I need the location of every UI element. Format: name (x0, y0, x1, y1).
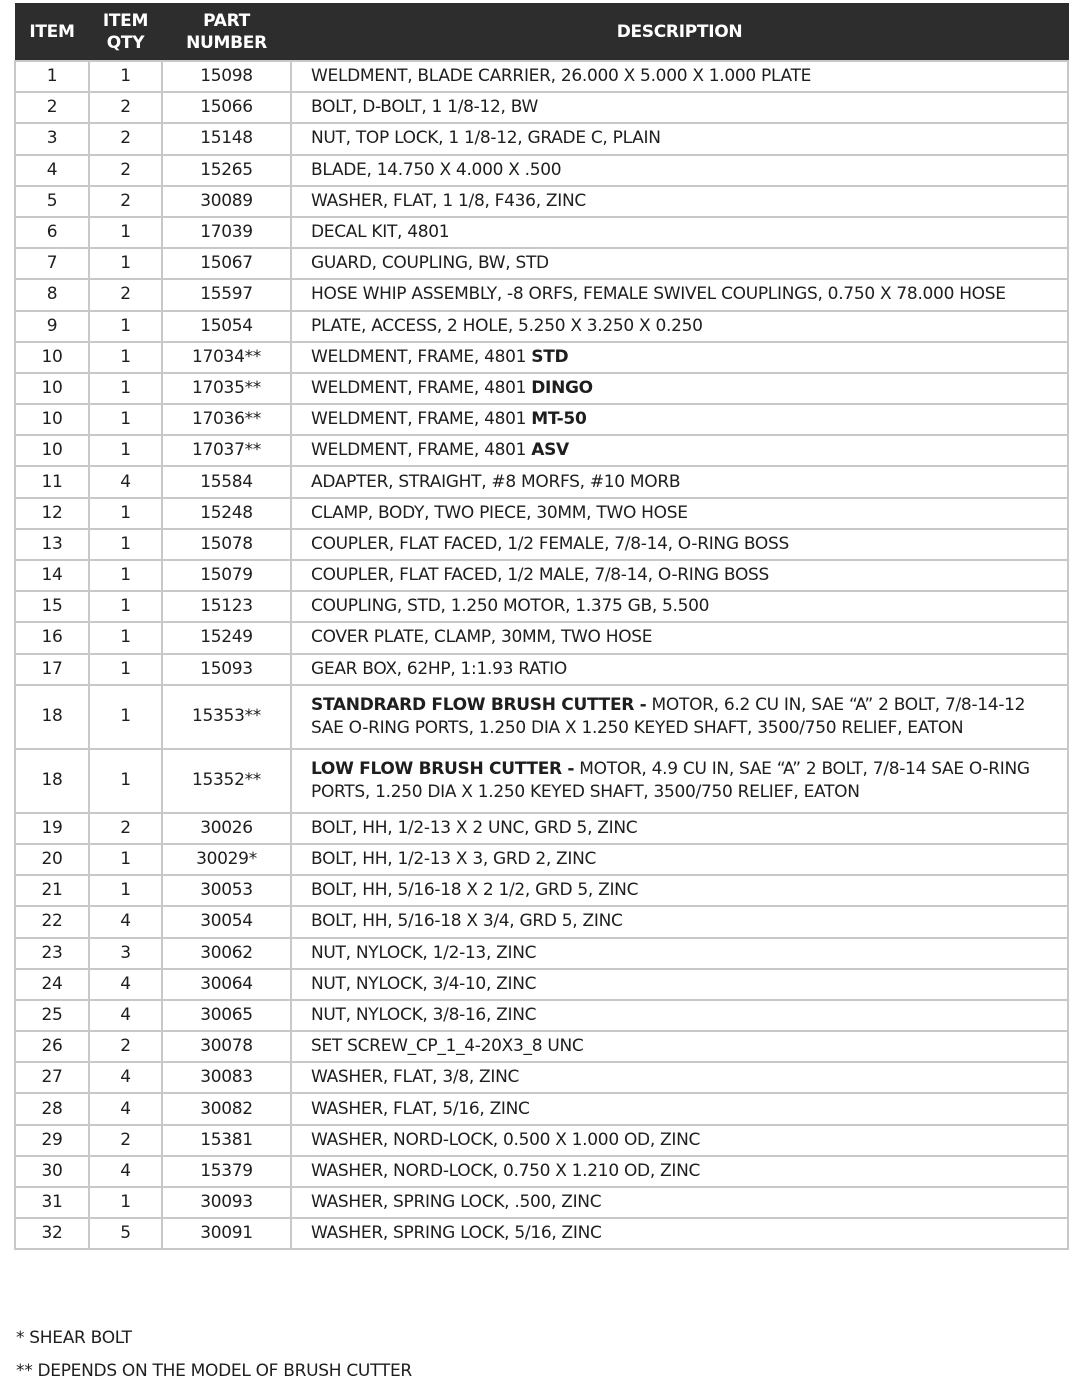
part-number-cell: 15265 (162, 155, 291, 186)
table-row (15, 1031, 1068, 1062)
item-number-cell: 21 (15, 875, 89, 906)
table-row (15, 875, 1068, 906)
description-text: NUT, NYLOCK, 3/4-10, ZINC (311, 973, 537, 994)
part-number-cell: 15123 (162, 591, 291, 622)
part-number-cell: 30082 (162, 1093, 291, 1124)
description-text: WASHER, NORD-LOCK, 0.750 X 1.210 OD, ZINC (311, 1160, 701, 1181)
description-text: WELDMENT, FRAME, 4801 (311, 346, 532, 367)
item-qty-cell: 4 (89, 906, 162, 937)
item-qty-cell: 1 (89, 342, 162, 373)
description-text: BOLT, HH, 5/16-18 X 3/4, GRD 5, ZINC (311, 911, 623, 932)
part-number-cell: 15093 (162, 654, 291, 685)
item-qty-cell: 1 (89, 685, 162, 749)
description-cell (291, 123, 1068, 154)
description-text: ADAPTER, STRAIGHT, #8 MORFS, #10 MORB (311, 471, 681, 492)
part-number-cell: 15381 (162, 1125, 291, 1156)
table-row (15, 1093, 1068, 1124)
item-number-cell: 13 (15, 529, 89, 560)
item-qty-cell: 1 (89, 749, 162, 813)
description-text: HOSE WHIP ASSEMBLY, -8 ORFS, FEMALE SWIVEL COUPLINGS, 0.750 X 78.000 HOSE (311, 284, 1006, 305)
item-qty-cell: 4 (89, 969, 162, 1000)
part-number-cell: 30091 (162, 1218, 291, 1249)
item-number-cell: 22 (15, 906, 89, 937)
description-text: WASHER, SPRING LOCK, .500, ZINC (311, 1192, 602, 1213)
item-number-cell: 8 (15, 279, 89, 310)
description-cell (291, 749, 1068, 813)
part-number-cell: 30065 (162, 1000, 291, 1031)
description-lead: LOW FLOW BRUSH CUTTER - (311, 758, 575, 779)
table-row (15, 435, 1068, 466)
description-cell (291, 279, 1068, 310)
table-row (15, 1156, 1068, 1187)
footnote-depends-on-model: ** DEPENDS ON THE MODEL OF BRUSH CUTTER (16, 1361, 412, 1381)
header-item-qty (89, 3, 162, 61)
parts-list-table (14, 3, 1069, 1250)
item-qty-cell: 3 (89, 938, 162, 969)
description-text: PLATE, ACCESS, 2 HOLE, 5.250 X 3.250 X 0.250 (311, 315, 703, 336)
description-model: MT-50 (531, 409, 587, 430)
description-cell (291, 685, 1068, 749)
header-description (291, 3, 1068, 61)
item-qty-cell: 1 (89, 654, 162, 685)
table-row (15, 685, 1068, 749)
description-cell (291, 1062, 1068, 1093)
table-row (15, 248, 1068, 279)
part-number-cell: 30089 (162, 186, 291, 217)
part-number-cell: 15597 (162, 279, 291, 310)
description-text: BOLT, D-BOLT, 1 1/8-12, BW (311, 97, 538, 118)
description-text: MOTOR, 6.2 CU IN, SAE “A” 2 BOLT, 7/8-14-12 SAE O-RING PORTS, 1.250 DIA X 1.250 KEYED SHAFT, 3500/750 RELIEF, EATON (311, 694, 1026, 738)
header-part-number (162, 3, 291, 61)
part-number-cell: 30029* (162, 844, 291, 875)
part-number-cell: 15352** (162, 749, 291, 813)
description-cell (291, 186, 1068, 217)
item-number-cell: 29 (15, 1125, 89, 1156)
description-text: BOLT, HH, 1/2-13 X 2 UNC, GRD 5, ZINC (311, 817, 638, 838)
table-row (15, 906, 1068, 937)
table-row (15, 1000, 1068, 1031)
item-number-cell: 3 (15, 123, 89, 154)
description-cell (291, 466, 1068, 497)
part-number-cell: 17036** (162, 404, 291, 435)
description-cell (291, 342, 1068, 373)
description-cell (291, 498, 1068, 529)
description-cell (291, 591, 1068, 622)
description-cell (291, 1218, 1068, 1249)
table-row (15, 1187, 1068, 1218)
description-cell (291, 61, 1068, 92)
item-number-cell: 12 (15, 498, 89, 529)
item-number-cell: 28 (15, 1093, 89, 1124)
table-header (15, 3, 1068, 61)
table-row (15, 373, 1068, 404)
item-qty-cell: 1 (89, 373, 162, 404)
part-number-cell: 30062 (162, 938, 291, 969)
part-number-cell: 15054 (162, 311, 291, 342)
description-text: NUT, NYLOCK, 1/2-13, ZINC (311, 942, 537, 963)
description-model: STD (531, 346, 569, 367)
part-number-cell: 15078 (162, 529, 291, 560)
item-qty-cell: 1 (89, 311, 162, 342)
item-number-cell: 30 (15, 1156, 89, 1187)
description-text: COUPLER, FLAT FACED, 1/2 FEMALE, 7/8-14, O-RING BOSS (311, 533, 789, 554)
item-number-cell: 15 (15, 591, 89, 622)
description-text: WELDMENT, FRAME, 4801 (311, 409, 532, 430)
description-cell (291, 404, 1068, 435)
item-number-cell: 14 (15, 560, 89, 591)
table-row (15, 1218, 1068, 1249)
item-qty-cell: 1 (89, 844, 162, 875)
item-number-cell: 10 (15, 435, 89, 466)
header-row (15, 3, 1068, 61)
item-number-cell: 6 (15, 217, 89, 248)
part-number-cell: 15079 (162, 560, 291, 591)
header-part-label-line1: PART (203, 10, 250, 31)
description-cell (291, 813, 1068, 844)
item-number-cell: 10 (15, 342, 89, 373)
part-number-cell: 17034** (162, 342, 291, 373)
item-number-cell: 7 (15, 248, 89, 279)
part-number-cell: 15148 (162, 123, 291, 154)
description-cell (291, 217, 1068, 248)
description-cell (291, 654, 1068, 685)
description-cell (291, 248, 1068, 279)
description-cell (291, 92, 1068, 123)
part-number-cell: 17037** (162, 435, 291, 466)
item-number-cell: 31 (15, 1187, 89, 1218)
item-number-cell: 9 (15, 311, 89, 342)
part-number-cell: 15379 (162, 1156, 291, 1187)
description-text: BOLT, HH, 5/16-18 X 2 1/2, GRD 5, ZINC (311, 880, 639, 901)
table-row (15, 404, 1068, 435)
item-number-cell: 16 (15, 622, 89, 653)
description-cell (291, 373, 1068, 404)
item-number-cell: 1 (15, 61, 89, 92)
item-number-cell: 25 (15, 1000, 89, 1031)
item-number-cell: 19 (15, 813, 89, 844)
table-row (15, 279, 1068, 310)
header-item-label: ITEM (29, 21, 75, 42)
table-row (15, 466, 1068, 497)
description-text: WELDMENT, FRAME, 4801 (311, 377, 532, 398)
item-qty-cell: 4 (89, 1000, 162, 1031)
item-qty-cell: 2 (89, 1125, 162, 1156)
item-qty-cell: 4 (89, 1093, 162, 1124)
part-number-cell: 30054 (162, 906, 291, 937)
header-item (15, 3, 89, 61)
description-cell (291, 906, 1068, 937)
description-text: COUPLER, FLAT FACED, 1/2 MALE, 7/8-14, O-RING BOSS (311, 565, 770, 586)
item-qty-cell: 2 (89, 123, 162, 154)
item-qty-cell: 4 (89, 466, 162, 497)
description-text: MOTOR, 4.9 CU IN, SAE “A” 2 BOLT, 7/8-14 SAE O-RING PORTS, 1.250 DIA X 1.250 KEYED SHAFT, 3500/750 RELIEF, EATON (311, 758, 1030, 802)
item-qty-cell: 2 (89, 155, 162, 186)
table-row (15, 654, 1068, 685)
table-row (15, 529, 1068, 560)
description-text: WASHER, NORD-LOCK, 0.500 X 1.000 OD, ZINC (311, 1129, 701, 1150)
part-number-cell: 15353** (162, 685, 291, 749)
table-row (15, 311, 1068, 342)
description-text: BOLT, HH, 1/2-13 X 3, GRD 2, ZINC (311, 849, 597, 870)
table-row (15, 844, 1068, 875)
item-qty-cell: 2 (89, 186, 162, 217)
description-text: CLAMP, BODY, TWO PIECE, 30MM, TWO HOSE (311, 502, 688, 523)
item-qty-cell: 1 (89, 404, 162, 435)
item-number-cell: 20 (15, 844, 89, 875)
part-number-cell: 15098 (162, 61, 291, 92)
item-number-cell: 32 (15, 1218, 89, 1249)
table-row (15, 186, 1068, 217)
table-row (15, 560, 1068, 591)
item-qty-cell: 2 (89, 92, 162, 123)
table-row (15, 938, 1068, 969)
table-row (15, 622, 1068, 653)
description-model: DINGO (531, 377, 593, 398)
item-number-cell: 24 (15, 969, 89, 1000)
part-number-cell: 30053 (162, 875, 291, 906)
header-qty-label-line1: ITEM (102, 10, 149, 31)
table-body (15, 61, 1068, 1249)
table-row (15, 813, 1068, 844)
item-qty-cell: 1 (89, 498, 162, 529)
part-number-cell: 30083 (162, 1062, 291, 1093)
table-row (15, 1125, 1068, 1156)
description-text: WASHER, FLAT, 1 1/8, F436, ZINC (311, 190, 586, 211)
item-number-cell: 11 (15, 466, 89, 497)
table-row (15, 591, 1068, 622)
description-cell (291, 622, 1068, 653)
item-qty-cell: 1 (89, 248, 162, 279)
description-cell (291, 969, 1068, 1000)
item-number-cell: 27 (15, 1062, 89, 1093)
item-number-cell: 26 (15, 1031, 89, 1062)
description-cell (291, 155, 1068, 186)
description-cell (291, 844, 1068, 875)
part-number-cell: 15066 (162, 92, 291, 123)
item-number-cell: 5 (15, 186, 89, 217)
description-cell (291, 1031, 1068, 1062)
part-number-cell: 15584 (162, 466, 291, 497)
description-cell (291, 938, 1068, 969)
item-qty-cell: 1 (89, 875, 162, 906)
item-qty-cell: 1 (89, 217, 162, 248)
item-qty-cell: 1 (89, 591, 162, 622)
part-number-cell: 30078 (162, 1031, 291, 1062)
description-model: ASV (531, 440, 569, 461)
description-text: NUT, TOP LOCK, 1 1/8-12, GRADE C, PLAIN (311, 128, 661, 149)
part-number-cell: 15067 (162, 248, 291, 279)
header-qty-label-line2: QTY (106, 32, 145, 53)
item-qty-cell: 1 (89, 622, 162, 653)
description-cell (291, 1000, 1068, 1031)
item-number-cell: 18 (15, 749, 89, 813)
part-number-cell: 17039 (162, 217, 291, 248)
part-number-cell: 17035** (162, 373, 291, 404)
footnote-shear-bolt: * SHEAR BOLT (16, 1328, 132, 1348)
item-number-cell: 2 (15, 92, 89, 123)
table-row (15, 155, 1068, 186)
table-row (15, 342, 1068, 373)
part-number-cell: 15249 (162, 622, 291, 653)
table-row (15, 123, 1068, 154)
table-row (15, 217, 1068, 248)
item-number-cell: 17 (15, 654, 89, 685)
item-number-cell: 10 (15, 373, 89, 404)
description-cell (291, 1156, 1068, 1187)
description-lead: STANDRARD FLOW BRUSH CUTTER - (311, 694, 647, 715)
table-row (15, 61, 1068, 92)
item-number-cell: 18 (15, 685, 89, 749)
item-qty-cell: 2 (89, 1031, 162, 1062)
item-qty-cell: 2 (89, 279, 162, 310)
item-qty-cell: 1 (89, 435, 162, 466)
table-row (15, 1062, 1068, 1093)
description-cell (291, 1093, 1068, 1124)
table-row (15, 969, 1068, 1000)
description-text: COUPLING, STD, 1.250 MOTOR, 1.375 GB, 5.500 (311, 596, 710, 617)
description-text: BLADE, 14.750 X 4.000 X .500 (311, 159, 562, 180)
item-number-cell: 23 (15, 938, 89, 969)
description-text: WASHER, FLAT, 5/16, ZINC (311, 1098, 530, 1119)
item-qty-cell: 1 (89, 560, 162, 591)
table-row (15, 498, 1068, 529)
description-cell (291, 1187, 1068, 1218)
table-row (15, 749, 1068, 813)
item-qty-cell: 4 (89, 1156, 162, 1187)
part-number-cell: 30093 (162, 1187, 291, 1218)
description-text: NUT, NYLOCK, 3/8-16, ZINC (311, 1004, 537, 1025)
item-number-cell: 4 (15, 155, 89, 186)
description-text: DECAL KIT, 4801 (311, 222, 450, 243)
description-text: COVER PLATE, CLAMP, 30MM, TWO HOSE (311, 627, 653, 648)
part-number-cell: 30026 (162, 813, 291, 844)
item-qty-cell: 5 (89, 1218, 162, 1249)
description-text: GEAR BOX, 62HP, 1:1.93 RATIO (311, 658, 567, 679)
description-cell (291, 311, 1068, 342)
item-qty-cell: 1 (89, 61, 162, 92)
description-text: WASHER, SPRING LOCK, 5/16, ZINC (311, 1223, 602, 1244)
description-text: GUARD, COUPLING, BW, STD (311, 253, 549, 274)
header-description-label: DESCRIPTION (616, 21, 743, 42)
description-text: WASHER, FLAT, 3/8, ZINC (311, 1067, 520, 1088)
description-cell (291, 1125, 1068, 1156)
header-part-label-line2: NUMBER (186, 32, 267, 53)
description-text: WELDMENT, FRAME, 4801 (311, 440, 532, 461)
description-cell (291, 875, 1068, 906)
description-cell (291, 435, 1068, 466)
part-number-cell: 15248 (162, 498, 291, 529)
item-qty-cell: 4 (89, 1062, 162, 1093)
description-cell (291, 529, 1068, 560)
description-text: SET SCREW_CP_1_4-20X3_8 UNC (311, 1036, 584, 1057)
part-number-cell: 30064 (162, 969, 291, 1000)
item-qty-cell: 1 (89, 1187, 162, 1218)
item-qty-cell: 1 (89, 529, 162, 560)
table-row (15, 92, 1068, 123)
description-cell (291, 560, 1068, 591)
description-text: WELDMENT, BLADE CARRIER, 26.000 X 5.000 X 1.000 PLATE (311, 66, 812, 87)
item-qty-cell: 2 (89, 813, 162, 844)
item-number-cell: 10 (15, 404, 89, 435)
